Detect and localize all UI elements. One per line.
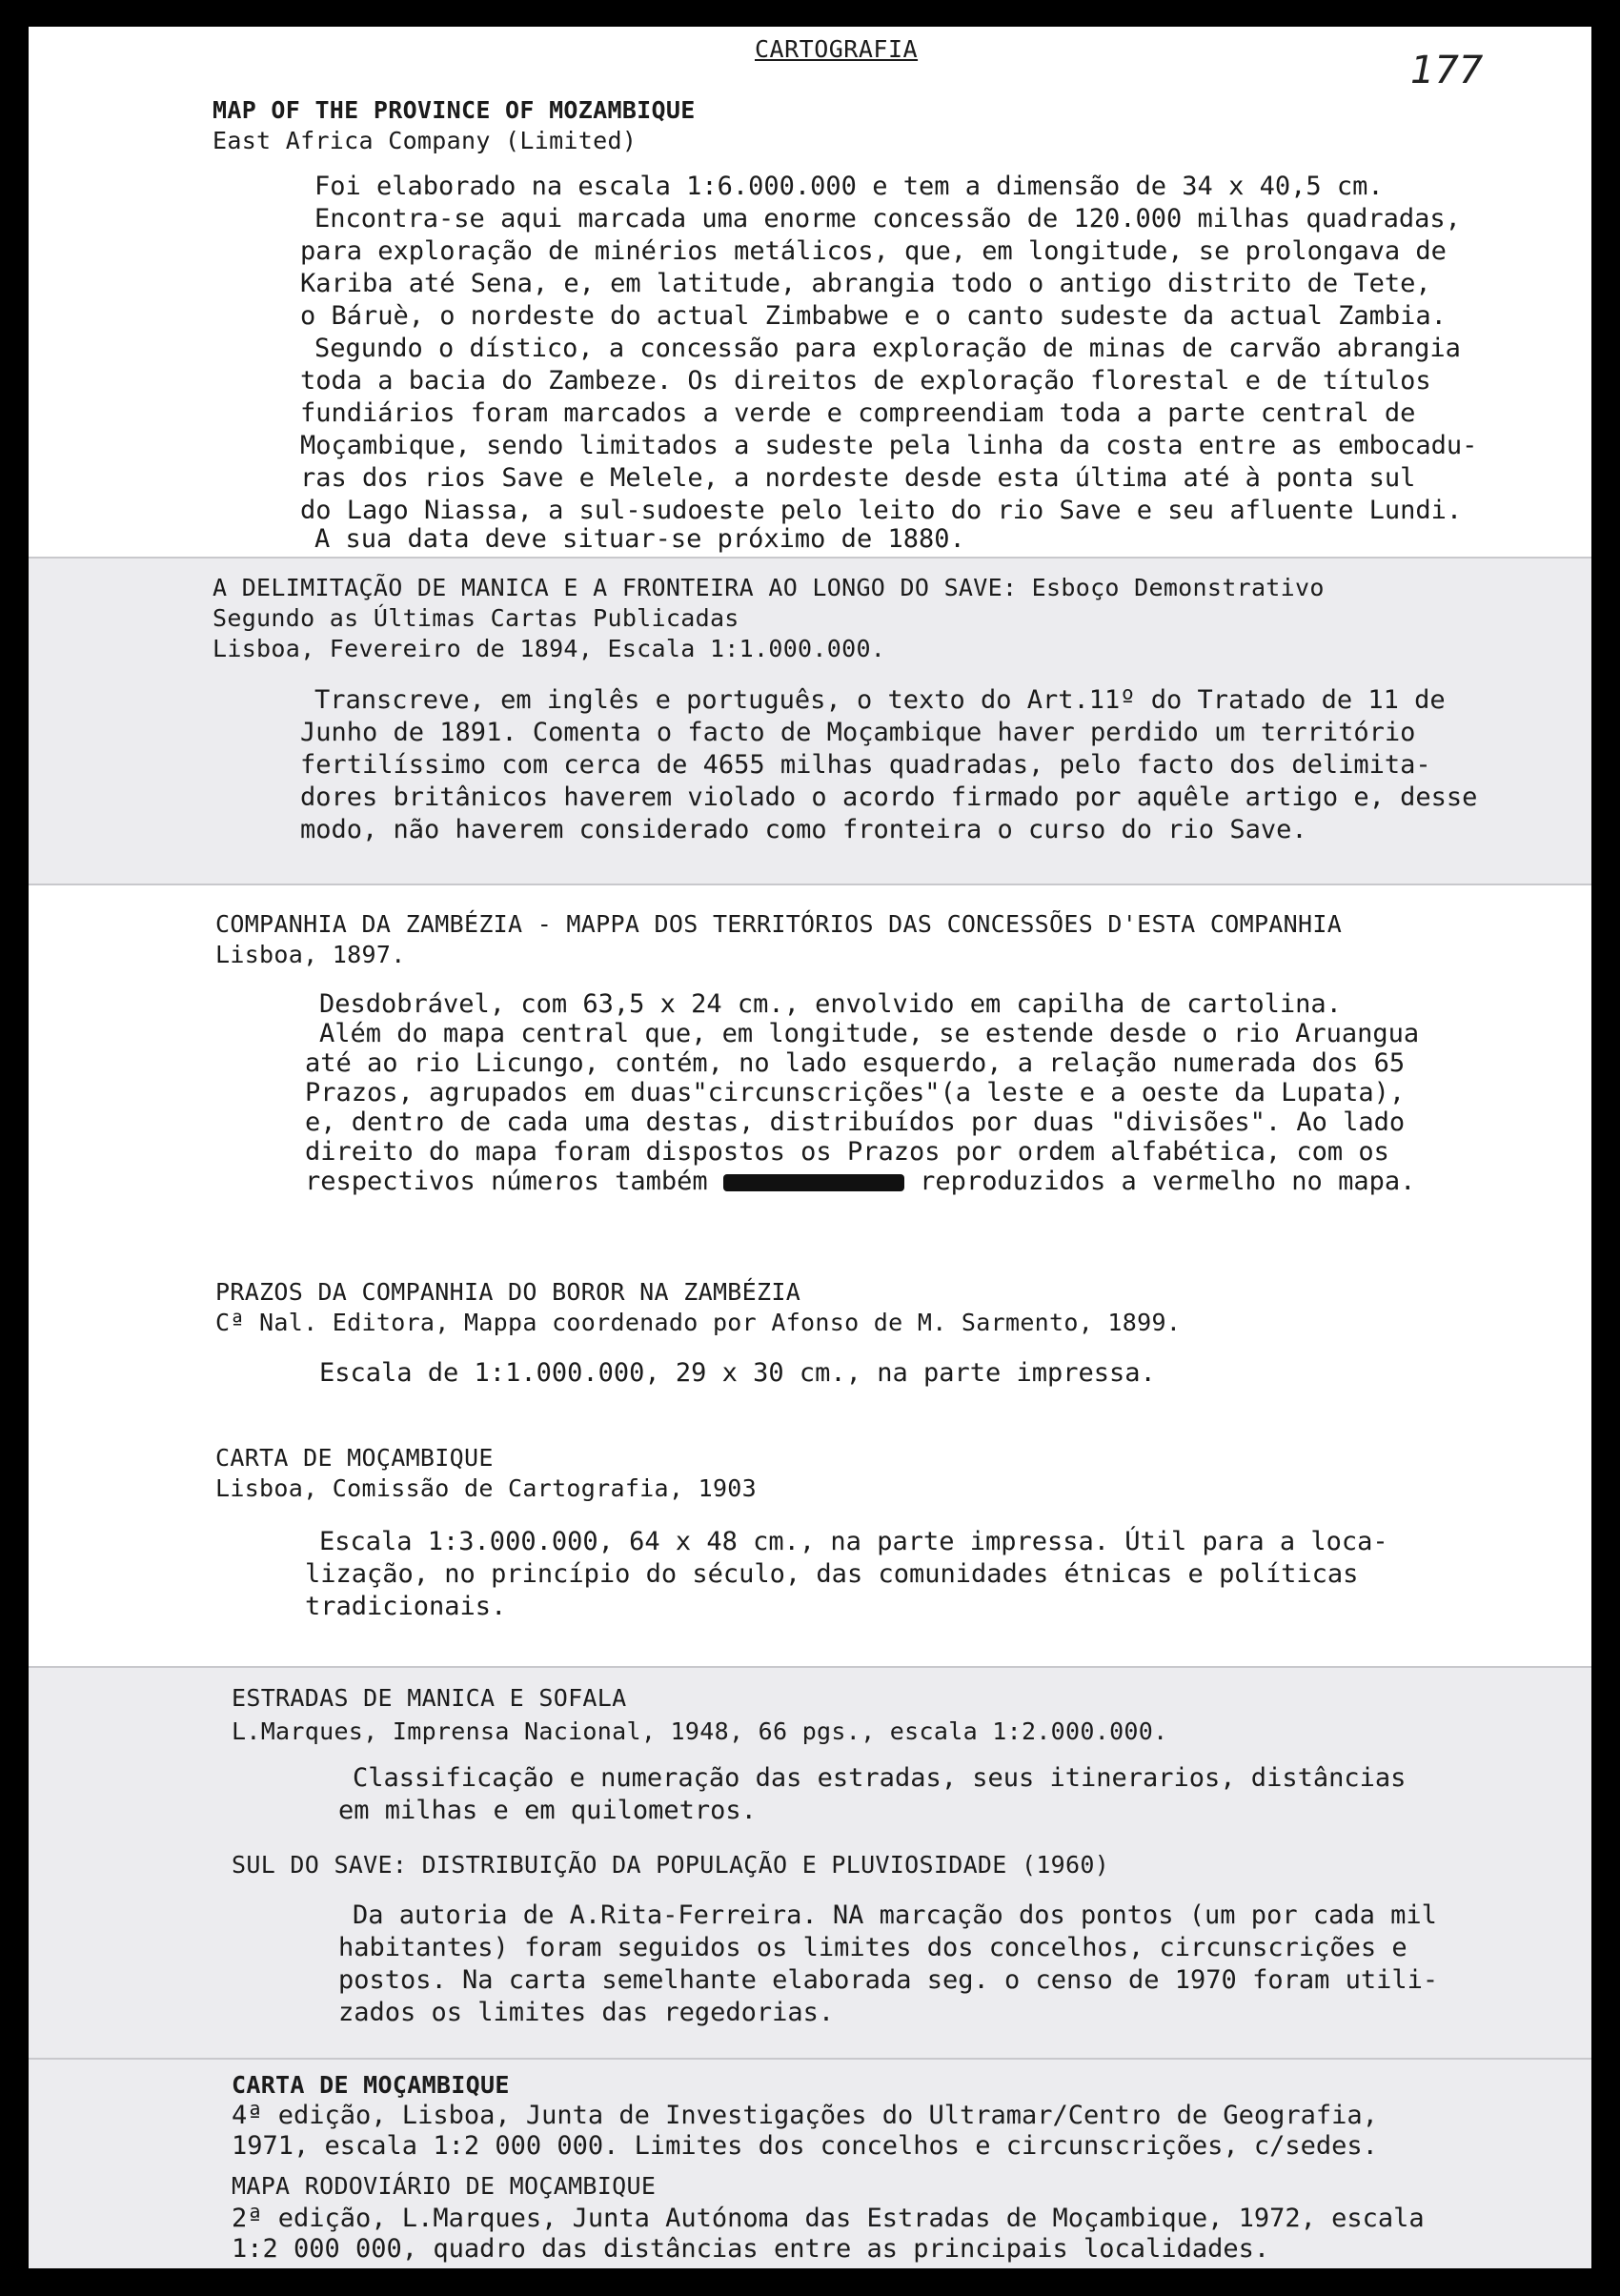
text-line: toda a bacia do Zambeze. Os direitos de exploração florestal e de títulos xyxy=(300,366,1431,396)
text-line: fertilíssimo com cerca de 4655 milhas quadradas, pelo facto dos delimita- xyxy=(300,750,1431,780)
text-line: ras dos rios Save e Melele, a nordeste desde esta última até à ponta sul xyxy=(300,463,1416,493)
entry-title: MAPA RODOVIÁRIO DE MOÇAMBIQUE xyxy=(232,2172,657,2200)
entry-title: A DELIMITAÇÃO DE MANICA E A FRONTEIRA AO LONGO DO SAVE: Esboço Demonstrativo xyxy=(213,574,1325,601)
page-number: 177 xyxy=(1410,49,1484,92)
text-line: Da autoria de A.Rita-Ferreira. NA marcação dos pontos (um por cada mil xyxy=(353,1900,1437,1930)
entry-publisher: Lisboa, Fevereiro de 1894, Escala 1:1.000.000. xyxy=(213,635,886,662)
text-line: Escala 1:3.000.000, 64 x 48 cm., na parte impressa. Útil para a loca- xyxy=(319,1527,1388,1556)
entry-publisher: East Africa Company (Limited) xyxy=(213,127,638,154)
entry-title: SUL DO SAVE: DISTRIBUIÇÃO DA POPULAÇÃO E PLUVIOSIDADE (1960) xyxy=(232,1851,1110,1879)
text-line: postos. Na carta semelhante elaborada seg. o censo de 1970 foram utili- xyxy=(338,1965,1439,1995)
text-line: 4ª edição, Lisboa, Junta de Investigações do Ultramar/Centro de Geografia, xyxy=(232,2101,1378,2130)
text-line: Foi elaborado na escala 1:6.000.000 e tem a dimensão de 34 x 40,5 cm. xyxy=(314,172,1384,201)
strip-seam xyxy=(29,1666,1591,1668)
text-line: tradicionais. xyxy=(305,1592,507,1621)
entry-title: COMPANHIA DA ZAMBÉZIA - MAPPA DOS TERRITÓRIOS DAS CONCESSÕES D'ESTA COMPANHIA xyxy=(215,910,1343,938)
entry-publisher: Cª Nal. Editora, Mappa coordenado por Afonso de M. Sarmento, 1899. xyxy=(215,1309,1182,1336)
page-title: CARTOGRAFIA xyxy=(755,35,919,63)
text-line: 1971, escala 1:2 000 000. Limites dos concelhos e circunscrições, c/sedes. xyxy=(232,2131,1378,2161)
text-fragment: reproduzidos a vermelho no mapa. xyxy=(920,1167,1416,1196)
entry-title: PRAZOS DA COMPANHIA DO BOROR NA ZAMBÉZIA xyxy=(215,1278,801,1306)
text-line: em milhas e em quilometros. xyxy=(338,1796,757,1825)
text-line: o Báruè, o nordeste do actual Zimbabwe e o canto sudeste da actual Zambia. xyxy=(300,301,1447,331)
redaction-mark xyxy=(723,1174,904,1191)
entry-subtitle: Segundo as Últimas Cartas Publicadas xyxy=(213,604,739,632)
strip-seam xyxy=(29,884,1591,885)
entry-publisher: Lisboa, Comissão de Cartografia, 1903 xyxy=(215,1474,757,1502)
entry-publisher: Lisboa, 1897. xyxy=(215,941,406,968)
text-line: Moçambique, sendo limitados a sudeste pela linha da costa entre as embocadu- xyxy=(300,431,1478,460)
text-line: zados os limites das regedorias. xyxy=(338,1998,835,2027)
text-line: Transcreve, em inglês e português, o texto do Art.11º do Tratado de 11 de xyxy=(314,685,1446,715)
typed-page xyxy=(29,27,1591,2268)
entry-title: ESTRADAS DE MANICA E SOFALA xyxy=(232,1684,627,1712)
text-fragment: respectivos números também xyxy=(305,1167,708,1196)
text-line: habitantes) foram seguidos os limites dos concelhos, circunscrições e xyxy=(338,1933,1407,1962)
text-line: Classificação e numeração das estradas, seus itinerarios, distâncias xyxy=(353,1763,1407,1793)
text-line: A sua data deve situar-se próximo de 1880. xyxy=(314,524,965,554)
text-line: Kariba até Sena, e, em latitude, abrangia todo o antigo distrito de Tete, xyxy=(300,269,1431,298)
entry-publisher: L.Marques, Imprensa Nacional, 1948, 66 pgs., escala 1:2.000.000. xyxy=(232,1717,1168,1745)
strip-seam xyxy=(29,2058,1591,2060)
text-line: do Lago Niassa, a sul-sudoeste pelo leito do rio Save e seu afluente Lundi. xyxy=(300,496,1463,525)
text-line: direito do mapa foram dispostos os Prazos por ordem alfabética, com os xyxy=(305,1137,1389,1167)
text-line: 1:2 000 000, quadro das distâncias entre as principais localidades. xyxy=(232,2234,1270,2264)
text-line: modo, não haverem considerado como fronteira o curso do rio Save. xyxy=(300,815,1307,844)
entry-title: MAP OF THE PROVINCE OF MOZAMBIQUE xyxy=(213,96,696,124)
entry-title: CARTA DE MOÇAMBIQUE xyxy=(215,1444,494,1472)
strip-seam xyxy=(29,557,1591,559)
text-line: Prazos, agrupados em duas"circunscrições"(a leste e a oeste da Lupata), xyxy=(305,1078,1406,1107)
text-line: Desdobrável, com 63,5 x 24 cm., envolvido em capilha de cartolina. xyxy=(319,989,1342,1019)
text-line xyxy=(305,1167,1415,1197)
text-line: dores britânicos haverem violado o acordo firmado por aquêle artigo e, desse xyxy=(300,782,1478,812)
text-line: e, dentro de cada uma destas, distribuídos por duas "divisões". Ao lado xyxy=(305,1107,1406,1137)
text-line: para exploração de minérios metálicos, que, em longitude, se prolongava de xyxy=(300,236,1447,266)
text-line: 2ª edição, L.Marques, Junta Autónoma das Estradas de Moçambique, 1972, escala xyxy=(232,2204,1425,2233)
text-line: Escala de 1:1.000.000, 29 x 30 cm., na parte impressa. xyxy=(319,1358,1156,1388)
text-line: Além do mapa central que, em longitude, se estende desde o rio Aruangua xyxy=(319,1019,1420,1048)
text-line: Encontra-se aqui marcada uma enorme concessão de 120.000 milhas quadradas, xyxy=(314,204,1461,234)
text-line: Segundo o dístico, a concessão para exploração de minas de carvão abrangia xyxy=(314,334,1461,363)
text-line: Junho de 1891. Comenta o facto de Moçambique haver perdido um território xyxy=(300,718,1416,747)
text-line: fundiários foram marcados a verde e compreendiam toda a parte central de xyxy=(300,398,1416,428)
text-line: lização, no princípio do século, das comunidades étnicas e políticas xyxy=(305,1559,1359,1589)
entry-title: CARTA DE MOÇAMBIQUE xyxy=(232,2071,510,2099)
text-line: até ao rio Licungo, contém, no lado esquerdo, a relação numerada dos 65 xyxy=(305,1048,1406,1078)
